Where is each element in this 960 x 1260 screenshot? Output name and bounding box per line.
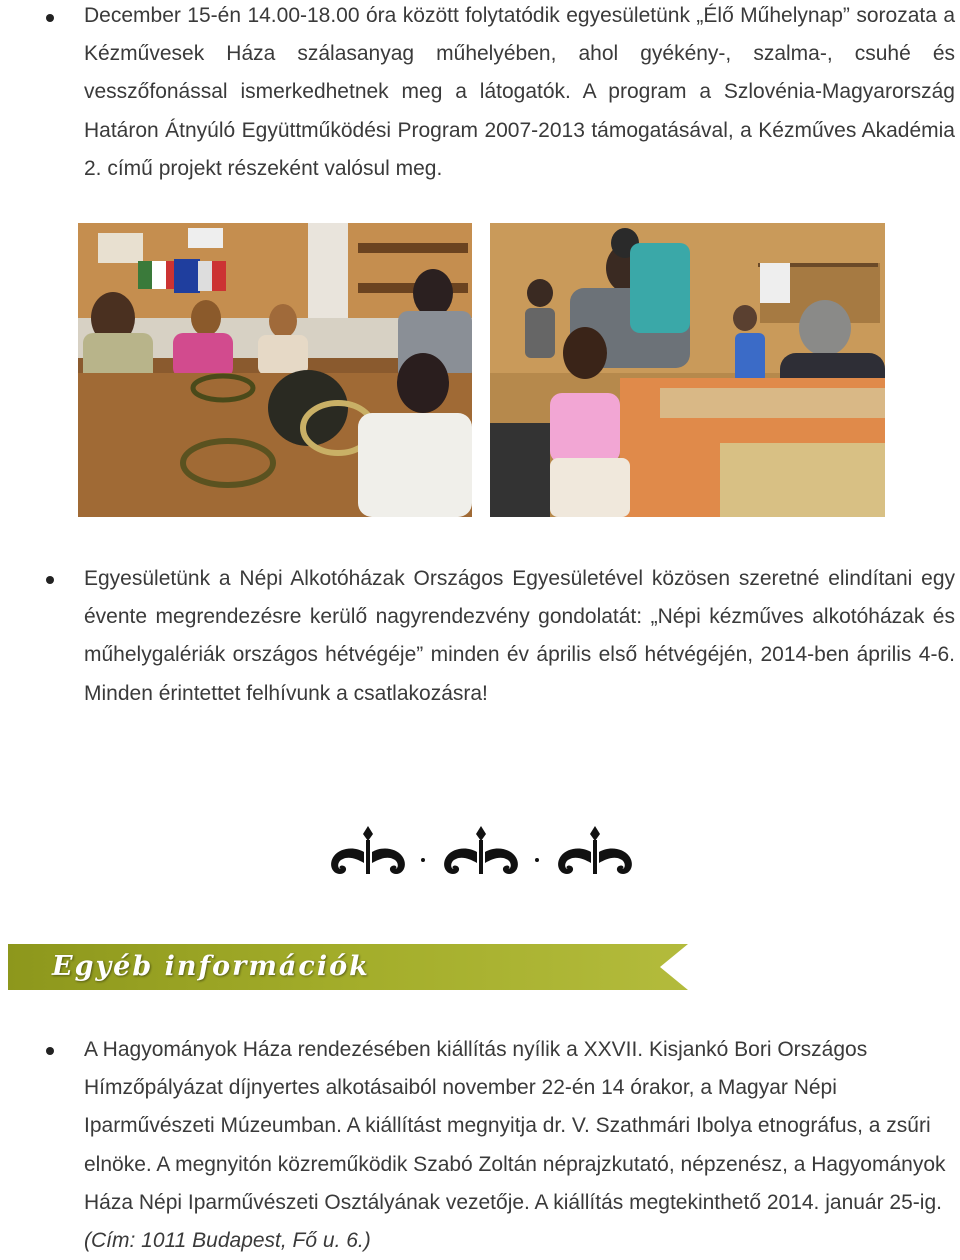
bullet-2 — [46, 576, 54, 584]
section-banner-title: Egyéb információk — [52, 951, 370, 982]
exhibition-text: A Hagyományok Háza rendezésében kiállítás nyílik a XXVII. Kisjankó Bori Országos Hímzőpályázat díjnyertes alkotásaiból november 22-én 14 órakor, a Magyar Népi Iparművészeti Múzeumban. A kiállítást megnyitja dr. V. Szathmári Ibolya etnográfus, a zsűri elnöke. A megnyitón közreműködik Szabó Zoltán néprajzkutató, népzenész, a Hagyományok Háza Népi Iparművészeti Osztályának vezetője. A kiállítás megtekinthető 2014. január 25-ig. — [84, 1038, 946, 1214]
bullet-3 — [46, 1047, 54, 1055]
paragraph-weekend-event: Egyesületünk a Népi Alkotóházak Országos Egyesületével közösen szeretné elindítani egy évente megrendezésre kerülő nagyrendezvény gondolatát: „Népi kézműves alkotóházak és műhelygalériák országos hétvégéje” minden év április első hétvégéjén, 2014-ben április 4-6. Minden érintettet felhívunk a csatlakozásra! — [84, 567, 955, 705]
decorative-ornament — [320, 822, 640, 884]
exhibition-address: (Cím: 1011 Budapest, Fő u. 6.) — [84, 1229, 371, 1253]
paragraph-workshop: December 15-én 14.00-18.00 óra között folytatódik egyesületünk „Élő Műhelynap” sorozata a Kézművesek Háza szálasanyag műhelyében, ahol gyékény-, szalma-, csuhé és vesszőfonással ismerkedhetnek meg a látogatók. A program a Szlovénia-Magyarország Határon Átnyúló Együttműködési Program 2007-2013 támogatásával, a Kézműves Akadémia 2. című projekt részeként valósul meg. — [84, 4, 955, 180]
bullet-1 — [46, 14, 54, 22]
paragraph-exhibition — [84, 1031, 955, 1260]
photo-right-workshop — [490, 223, 885, 517]
photo-left-workshop — [78, 223, 472, 517]
